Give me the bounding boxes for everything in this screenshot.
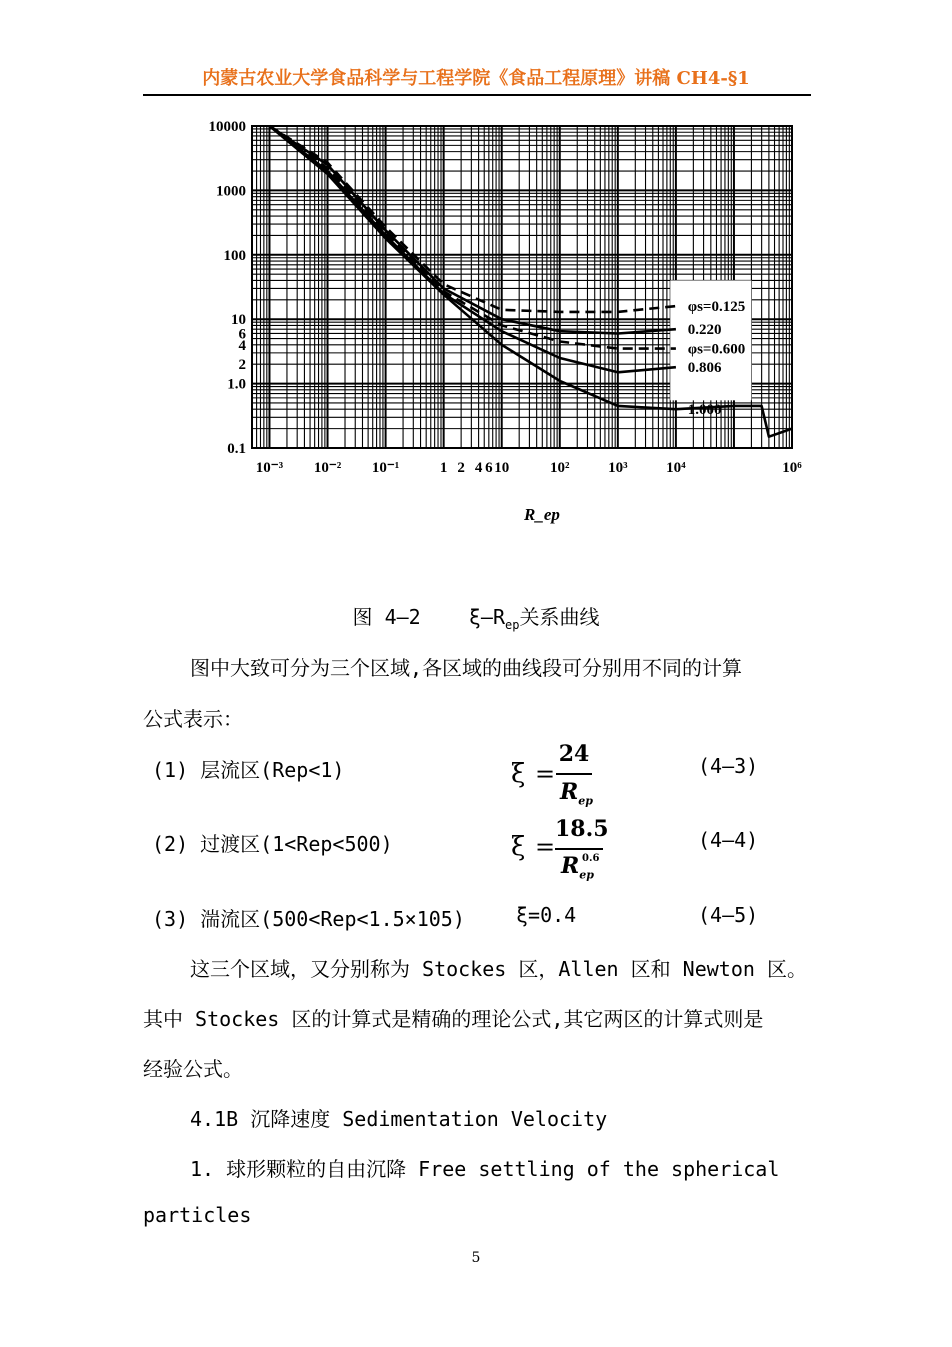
xi-symbol: ξ — [511, 759, 526, 789]
x-tick-label: 6 — [485, 460, 493, 476]
series-label: 0.220 — [687, 322, 722, 339]
xi-symbol: ξ — [511, 832, 526, 862]
x-tick-label: 10⁶ — [782, 460, 802, 476]
equation-3-number: (4—5) — [698, 903, 759, 927]
y-tick-label: 100 — [223, 247, 246, 264]
header-rule — [143, 94, 811, 96]
equation-1-den-symbol: R — [560, 779, 579, 805]
drag-coefficient-chart — [180, 110, 820, 530]
y-tick-label: 2 — [238, 357, 246, 374]
x-tick-label: 10⁻³ — [255, 460, 284, 476]
section-heading: 4.1B 沉降速度 Sedimentation Velocity — [190, 1107, 608, 1131]
x-tick-label: 10² — [550, 460, 570, 476]
caption-text-pre: ξ—R — [468, 605, 505, 629]
equation-2-den-symbol: R — [561, 853, 580, 879]
x-tick-label: 2 — [457, 460, 465, 476]
equation-3-label: (3) 湍流区(500<Rep<1.5×105) — [152, 907, 465, 931]
equation-2-number: (4—4) — [698, 828, 759, 852]
body-line-1: 这三个区域，又分别称为 Stockes 区，Allen 区和 Newton 区。 — [190, 957, 807, 981]
equation-1-number: (4—3) — [698, 754, 759, 778]
x-tick-label: 10⁻² — [313, 460, 342, 476]
equals-sign: = — [535, 833, 556, 861]
equation-2-numerator: 18.5 — [555, 816, 609, 842]
caption-text-sub: ep — [505, 618, 520, 632]
fraction-bar — [555, 848, 603, 850]
x-axis-label: R_ep — [524, 505, 560, 524]
x-tick-label: 1 — [439, 460, 448, 476]
figure-caption — [0, 601, 952, 632]
caption-text-post: 关系曲线 — [519, 605, 600, 629]
intro-line-1: 图中大致可分为三个区域,各区域的曲线段可分别用不同的计算 — [190, 656, 743, 680]
y-tick-label: 10 — [231, 312, 246, 329]
x-tick-label: 4 — [474, 460, 483, 476]
series-label: φs=0.125 — [687, 299, 746, 316]
fraction-bar — [556, 773, 592, 775]
equation-2-denominator — [561, 853, 611, 881]
subsection-line-2: particles — [143, 1203, 252, 1227]
equation-3-formula: ξ=0.4 — [516, 903, 577, 927]
equation-2-den-sup: 0.6 — [582, 852, 600, 864]
body-line-3: 经验公式。 — [143, 1057, 243, 1081]
y-tick-label: 6 — [238, 326, 246, 343]
x-tick-label: 10³ — [608, 460, 628, 476]
intro-line-2: 公式表示： — [143, 707, 243, 731]
body-line-2: 其中 Stockes 区的计算式是精确的理论公式,其它两区的计算式则是 — [143, 1007, 764, 1031]
x-tick-label: 10⁴ — [666, 460, 686, 476]
page-number: 5 — [471, 1250, 481, 1266]
equation-1-den-sub: ep — [578, 794, 593, 808]
y-tick-label: 1000 — [216, 183, 246, 200]
caption-label: 图 4—2 — [352, 605, 421, 629]
equation-1-numerator: 24 — [558, 741, 590, 767]
y-tick-label: 1.0 — [227, 376, 246, 393]
equals-sign: = — [535, 760, 556, 788]
equation-1-label: (1) 层流区(Rep<1) — [152, 758, 345, 782]
subsection-line-1: 1. 球形颗粒的自由沉降 Free settling of the spherical — [190, 1157, 780, 1181]
equation-1-denominator — [560, 779, 593, 807]
page-header: 内蒙古农业大学食品科学与工程学院《食品工程原理》讲稿 CH4-§1 — [202, 68, 750, 89]
equation-2-label: (2) 过渡区(1<Rep<500) — [152, 832, 393, 856]
x-tick-label: 10⁻¹ — [371, 460, 400, 476]
series-label: φs=0.600 — [687, 341, 746, 358]
y-tick-label: 0.1 — [227, 441, 246, 457]
y-tick-label: 10000 — [208, 119, 246, 135]
equation-2-den-sub: ep — [579, 868, 594, 882]
series-label: 1.000 — [687, 402, 722, 419]
y-tick-label: 4 — [238, 337, 246, 354]
x-tick-label: 10 — [494, 460, 510, 476]
series-label: 0.806 — [687, 360, 722, 377]
